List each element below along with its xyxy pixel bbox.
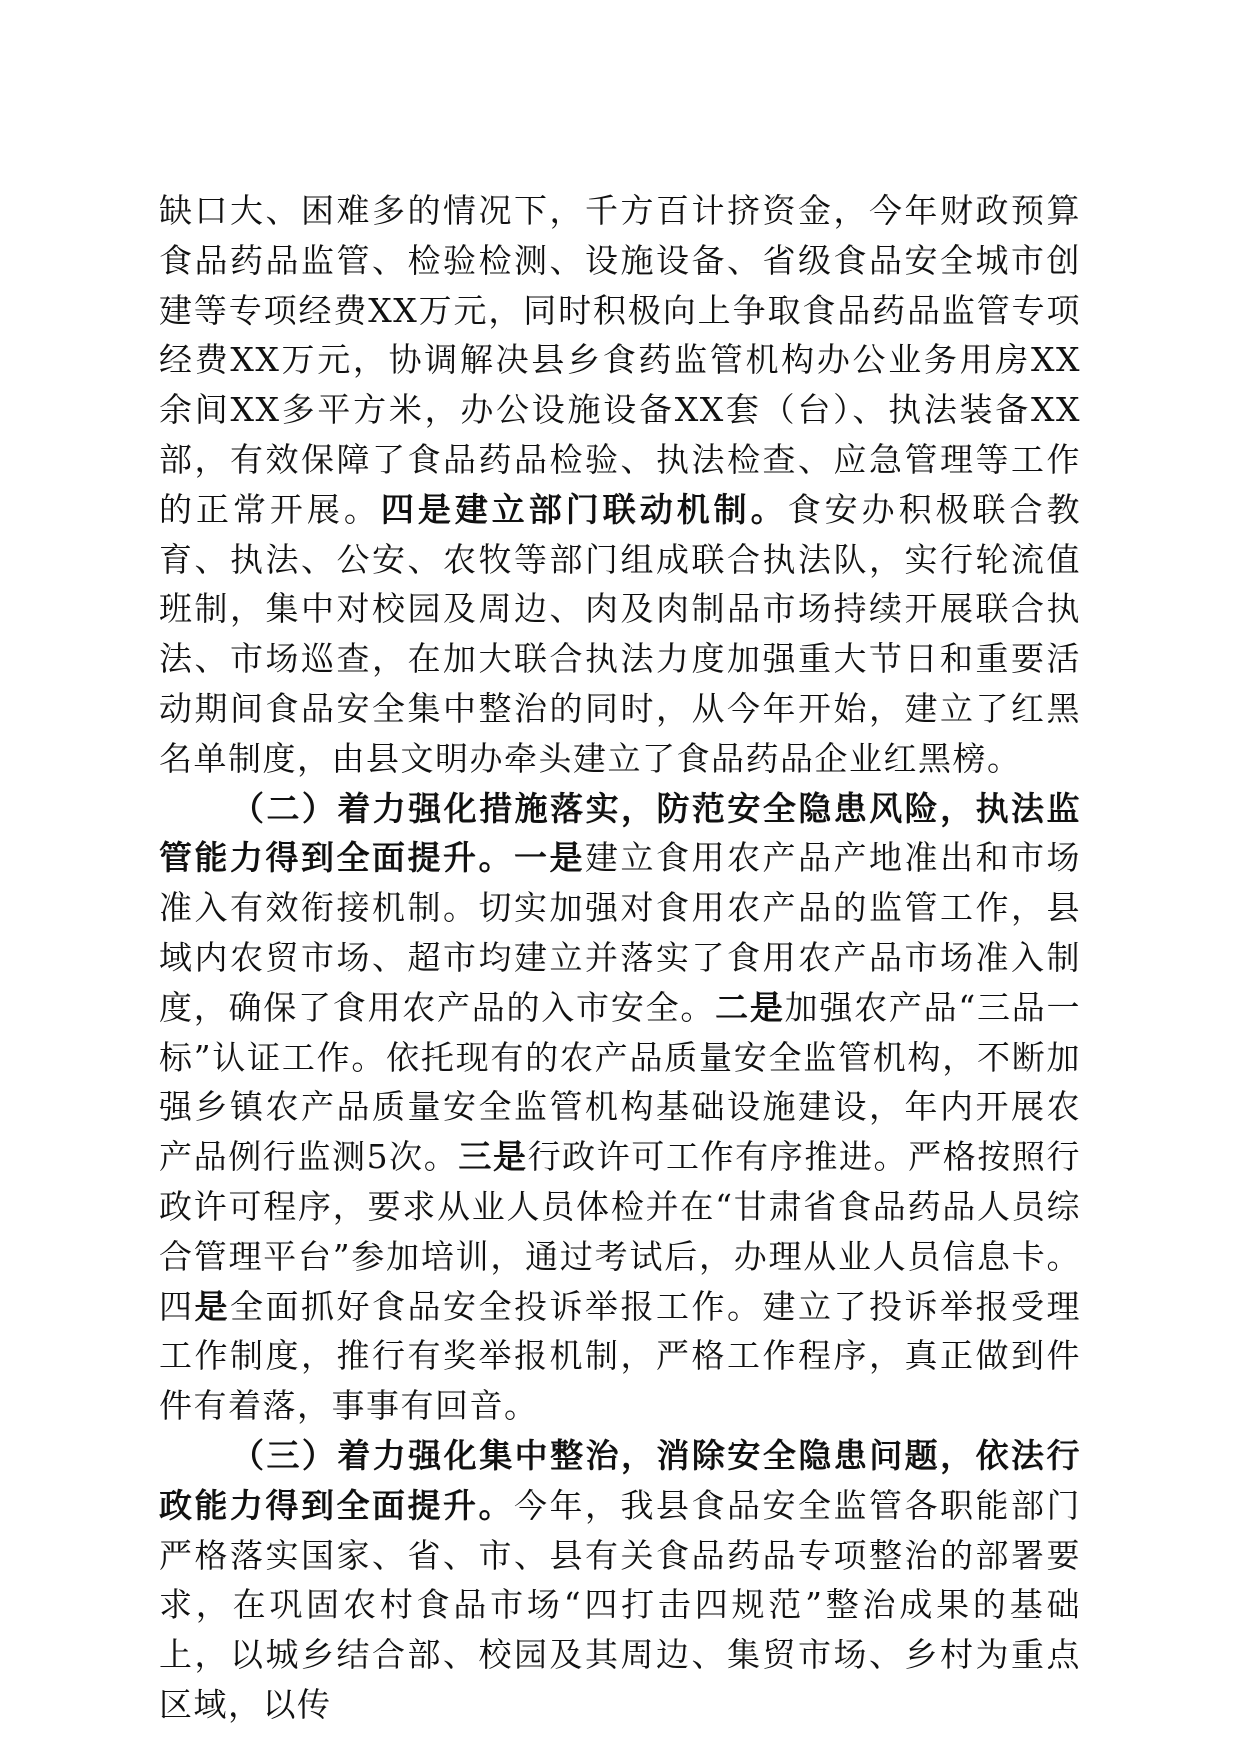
text-run: 建立食用农产品产地准出和市场准入有效衔接机制。切实加强对食用农产品的监管工作，县域内农贸市场、超市均建立并落实了食用农产品市场准入制度，确保了食用农产品的入市安全。 bbox=[159, 838, 1081, 1027]
text-run: 行政许可工作有序推进。严格按照行政许可程序，要求从业人员体检并在“甘肃省食品药品人员综合管理平台”参加培训，通过考试后，办理从业人员信息卡。四 bbox=[159, 1137, 1082, 1326]
text-run: 缺口大、困难多的情况下，千方百计挤资金，今年财政预算食品药品监管、检验检测、设施设备、省级食品安全城市创建等专项经费XX万元，同时积极向上争取食品药品监管专项经费XX万元，协调解决县乡食药监管机构办公业务用房XX余间XX多平方米，办公设施设备XX套（台）、执法装备XX部，有效保障了食品药品检验、执法检查、应急管理等工作的正常开展。 bbox=[159, 191, 1081, 529]
text-run: 食安办积极联合教育、执法、公安、农牧等部门组成联合执法队，实行轮流值班制，集中对校园及周边、肉及肉制品市场持续开展联合执法、市场巡查，在加大联合执法力度加强重大节日和重要活动期间食品安全集中整治的同时，从今年开始，建立了红黑名单制度，由县文明办牵头建立了食品药品企业红黑榜。 bbox=[159, 489, 1082, 778]
paragraph-section-two bbox=[159, 784, 1081, 1431]
text-run: 全面抓好食品安全投诉举报工作。建立了投诉举报受理工作制度，推行有奖举报机制，严格工作程序，真正做到件件有着落，事事有回音。 bbox=[159, 1286, 1081, 1426]
paragraph-section-three bbox=[159, 1431, 1081, 1730]
text-run: 今年，我县食品安全监管各职能部门严格落实国家、省、市、县有关食品药品专项整治的部署要求，在巩固农村食品市场“四打击四规范”整治成果的基础上，以城乡结合部、校园及其周边、集贸市场、乡村为重点区域，以传 bbox=[159, 1485, 1081, 1724]
subheading-fourth-measure: 四是建立部门联动机制。 bbox=[380, 489, 788, 529]
section-heading-two: （二）着力强化措施落实，防范安全隐患风险，执法监管能力得到全面提升。一是 bbox=[159, 788, 1081, 878]
document-page bbox=[159, 186, 1081, 1730]
paragraph-funding bbox=[159, 186, 1081, 784]
item-label-three: 三是 bbox=[458, 1137, 528, 1177]
item-label-two: 二是 bbox=[715, 987, 785, 1027]
section-heading-three: （三）着力强化集中整治，消除安全隐患问题，依法行政能力得到全面提升。 bbox=[159, 1435, 1081, 1525]
item-label-four: 是 bbox=[194, 1286, 230, 1326]
text-run: 加强农产品“三品一标”认证工作。依托现有的农产品质量安全监管机构，不断加强乡镇农产品质量安全监管机构基础设施建设，年内开展农产品例行监测5次。 bbox=[159, 987, 1082, 1177]
